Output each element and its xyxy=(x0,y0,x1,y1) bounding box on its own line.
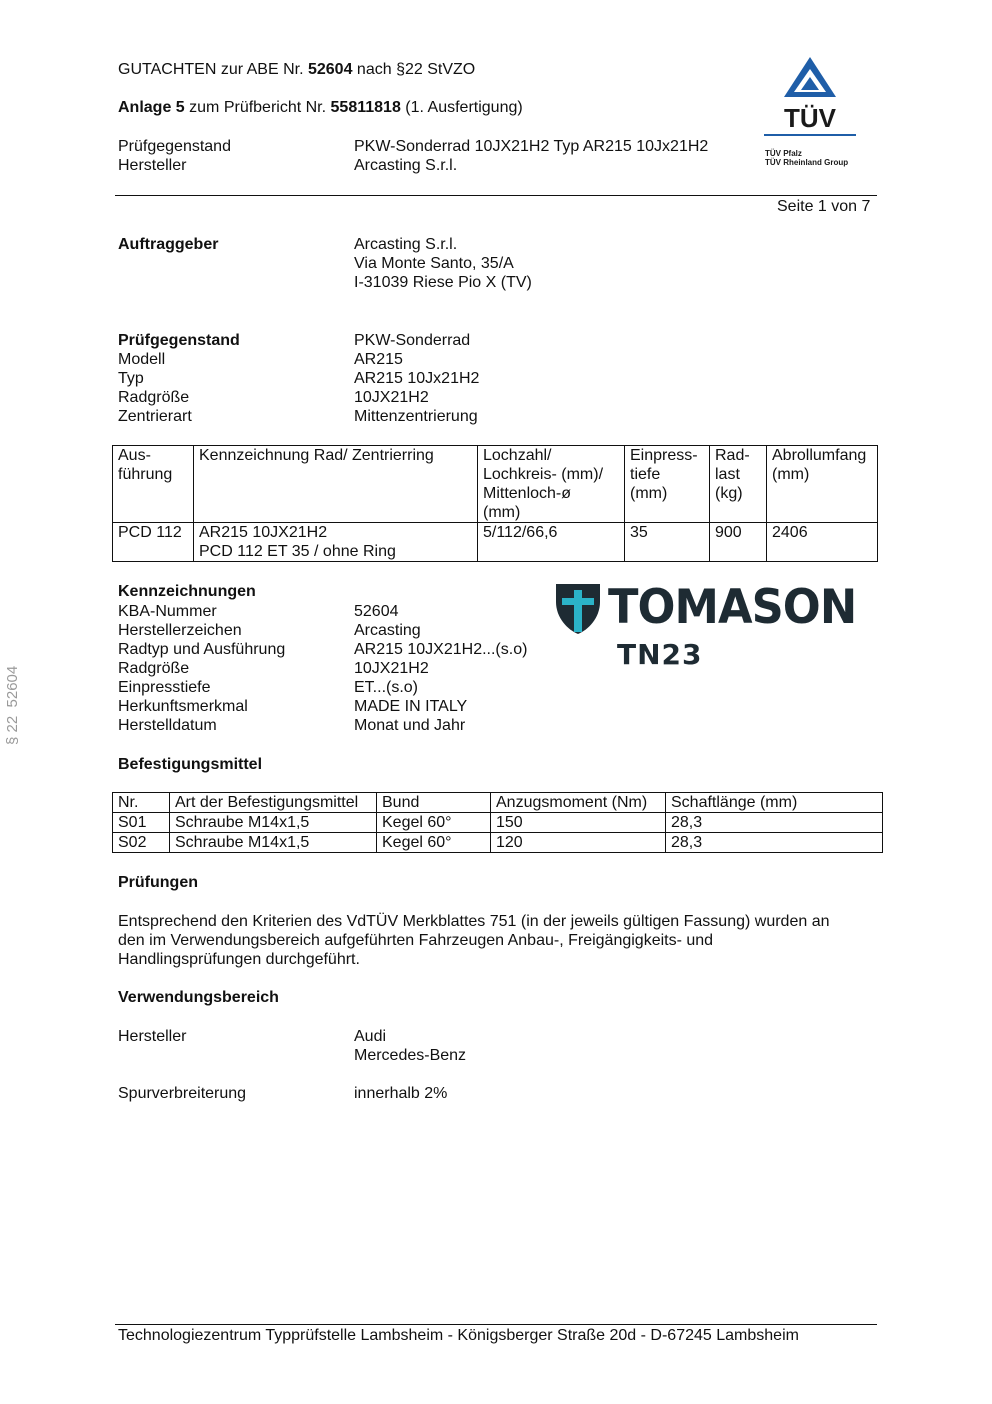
header-line: (kg) xyxy=(715,485,743,502)
field-label: Herstelldatum xyxy=(118,717,217,734)
paragraph-line: den im Verwendungsbereich aufgeführten Fahrzeugen Anbau-, Freigängigkeits- und xyxy=(118,932,714,949)
header-line: (mm) xyxy=(772,466,810,483)
field-value: 10JX21H2 xyxy=(354,660,429,677)
report-number: 55811818 xyxy=(330,99,401,116)
befestigung-title: Befestigungsmittel xyxy=(118,756,263,773)
table-cell: S01 xyxy=(113,813,170,833)
cell-lochzahl: 5/112/66,6 xyxy=(478,523,625,562)
field-label: Zentrierart xyxy=(118,408,192,425)
table-header-cell: Bund xyxy=(377,793,491,813)
field-value: Arcasting S.r.l. xyxy=(354,157,458,174)
page-number: Seite 1 von 7 xyxy=(777,198,871,215)
field-value: 52604 xyxy=(354,603,399,620)
tuv-triangle-icon xyxy=(762,55,862,139)
footer-text: Technologiezentrum Typprüfstelle Lambsheim - Königsberger Straße 20d - D-67245 Lambsheim xyxy=(118,1327,799,1344)
table-cell: Schraube M14x1,5 xyxy=(170,813,377,833)
cell-einpresstiefe: 35 xyxy=(625,523,710,562)
verwendung-hersteller-list xyxy=(354,1027,466,1065)
header-line: Kennzeichnung Rad/ Zentrierring xyxy=(199,447,434,464)
cell-line: AR215 10JX21H2 xyxy=(199,524,328,541)
pg-row-modell xyxy=(118,350,878,369)
field-value: AR215 xyxy=(354,351,403,368)
header-text: nach §22 StVZO xyxy=(356,61,476,78)
field-label: Herkunftsmerkmal xyxy=(118,698,248,715)
field-label: Radgröße xyxy=(118,389,190,406)
field-label: Einpresstiefe xyxy=(118,679,211,696)
tuv-caption-2: TÜV Rheinland Group xyxy=(765,158,849,167)
table-row xyxy=(113,833,883,853)
header-text: GUTACHTEN zur ABE Nr. xyxy=(118,61,304,78)
header-line: last xyxy=(715,466,740,483)
field-value: MADE IN ITALY xyxy=(354,698,468,715)
tomason-model: TN23 xyxy=(617,638,703,671)
table-row xyxy=(113,813,883,833)
wheel-table xyxy=(112,445,878,562)
verwendung-hersteller-label: Hersteller xyxy=(118,1028,187,1045)
table-header-cell: Schaftlänge (mm) xyxy=(666,793,883,813)
table-cell: 120 xyxy=(491,833,666,853)
header-line: Mittenloch-ø xyxy=(483,485,572,502)
table-row xyxy=(113,523,878,562)
side-note: § 22 52604 xyxy=(4,665,21,745)
cell-line: PCD 112 ET 35 / ohne Ring xyxy=(199,543,396,560)
table-cell: S02 xyxy=(113,833,170,853)
field-label: Herstellerzeichen xyxy=(118,622,242,639)
header-line: Lochzahl/ xyxy=(483,447,552,464)
table-header-cell: Nr. xyxy=(113,793,170,813)
header-line: Aus- xyxy=(118,447,151,464)
header-text: (1. Ausfertigung) xyxy=(405,99,523,116)
field-label: Modell xyxy=(118,351,166,368)
field-value: 10JX21H2 xyxy=(354,389,429,406)
field-label: Hersteller xyxy=(118,157,187,174)
header-line: tiefe xyxy=(630,466,661,483)
verwendung-title: Verwendungsbereich xyxy=(118,989,279,1006)
footer-divider xyxy=(115,1324,877,1325)
header-text: zum Prüfbericht Nr. xyxy=(189,99,327,116)
table-header-cell xyxy=(113,446,194,523)
header-line: Rad- xyxy=(715,447,750,464)
tuv-word: TÜV xyxy=(784,103,836,133)
spur-value: innerhalb 2% xyxy=(354,1085,448,1102)
pg-row-zentrierart xyxy=(118,407,878,426)
field-label: Prüfgegenstand xyxy=(118,138,231,155)
table-header-cell: Anzugsmoment (Nm) xyxy=(491,793,666,813)
table-cell: 150 xyxy=(491,813,666,833)
field-label: Radtyp und Ausführung xyxy=(118,641,286,658)
header-line-1 xyxy=(118,60,475,79)
table-header-cell xyxy=(767,446,878,523)
table-cell: Schraube M14x1,5 xyxy=(170,833,377,853)
header-line-2 xyxy=(118,98,523,117)
pruefungen-text xyxy=(118,912,830,969)
auftraggeber-address xyxy=(354,235,532,292)
spur-label: Spurverbreiterung xyxy=(118,1085,247,1102)
tomason-shield-icon xyxy=(554,580,602,636)
field-label: Radgröße xyxy=(118,660,190,677)
header-divider xyxy=(115,195,877,196)
cell-abrollumfang: 2406 xyxy=(767,523,878,562)
pg-row-radgroesse xyxy=(118,388,878,407)
list-item: Mercedes-Benz xyxy=(354,1047,467,1064)
table-header-cell xyxy=(710,446,767,523)
field-value: Monat und Jahr xyxy=(354,717,466,734)
kennzeichnungen-values xyxy=(354,602,527,735)
tomason-brand: TOMASON xyxy=(608,580,857,635)
field-value: AR215 10JX21H2...(s.o) xyxy=(354,641,528,658)
table-header-cell xyxy=(478,446,625,523)
address-line: Via Monte Santo, 35/A xyxy=(354,255,514,272)
address-line: Arcasting S.r.l. xyxy=(354,236,458,253)
befestigung-table xyxy=(112,792,883,853)
cell-ausfuehrung: PCD 112 xyxy=(113,523,194,562)
field-label: KBA-Nummer xyxy=(118,603,217,620)
cell-kennzeichnung xyxy=(194,523,478,562)
header-line: (mm) xyxy=(483,504,521,521)
table-header-cell xyxy=(194,446,478,523)
kennzeichnungen-labels xyxy=(118,602,285,735)
auftraggeber-label: Auftraggeber xyxy=(118,236,219,253)
address-line: I-31039 Riese Pio X (TV) xyxy=(354,274,532,291)
header-line: führung xyxy=(118,466,173,483)
header-line: (mm) xyxy=(630,485,668,502)
field-label: Typ xyxy=(118,370,144,387)
table-header-row xyxy=(113,446,878,523)
table-header-row xyxy=(113,793,883,813)
tuv-caption-1: TÜV Pfalz xyxy=(765,149,802,158)
table-cell: 28,3 xyxy=(666,813,883,833)
table-header-cell: Art der Befestigungsmittel xyxy=(170,793,377,813)
header-line: Einpress- xyxy=(630,447,698,464)
paragraph-line: Entsprechend den Kriterien des VdTÜV Merkblattes 751 (in der jeweils gültigen Fassung) wurden an xyxy=(118,913,830,930)
field-value: Arcasting xyxy=(354,622,421,639)
header-line: Lochkreis- (mm)/ xyxy=(483,466,604,483)
field-value: ET...(s.o) xyxy=(354,679,419,696)
field-value: PKW-Sonderrad 10JX21H2 Typ AR215 10Jx21H2 xyxy=(354,138,709,155)
field-label: Prüfgegenstand xyxy=(118,332,240,349)
pg-row-pruefgegenstand xyxy=(118,331,878,350)
field-value: AR215 10Jx21H2 xyxy=(354,370,480,387)
list-item: Audi xyxy=(354,1028,387,1045)
abe-number: 52604 xyxy=(307,61,353,78)
header-line: Abrollumfang xyxy=(772,447,867,464)
tomason-logo xyxy=(554,578,876,674)
field-value: PKW-Sonderrad xyxy=(354,332,471,349)
table-cell: 28,3 xyxy=(666,833,883,853)
pruefungen-title: Prüfungen xyxy=(118,874,198,891)
field-value: Mittenzentrierung xyxy=(354,408,478,425)
table-cell: Kegel 60° xyxy=(377,833,491,853)
anlage-label: Anlage 5 xyxy=(118,99,185,116)
kennzeichnungen-title: Kennzeichnungen xyxy=(118,583,256,600)
pg-row-typ xyxy=(118,369,878,388)
cell-radlast: 900 xyxy=(710,523,767,562)
paragraph-line: Handlingsprüfungen durchgeführt. xyxy=(118,951,360,968)
table-cell: Kegel 60° xyxy=(377,813,491,833)
table-header-cell xyxy=(625,446,710,523)
tuv-logo xyxy=(762,55,862,175)
